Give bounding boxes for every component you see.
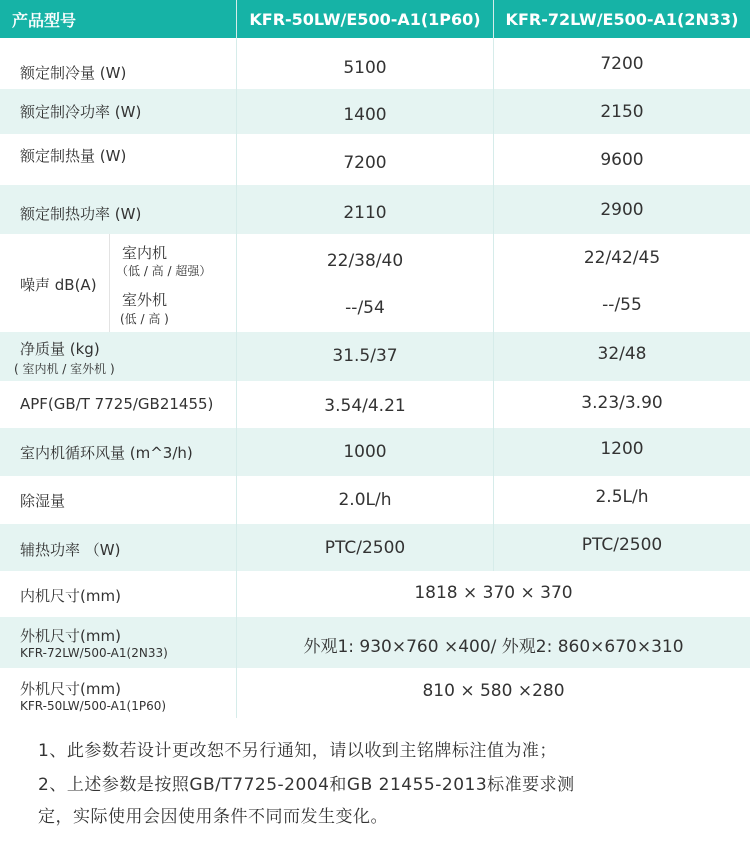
- row-outdoor-size-a: [0, 617, 750, 668]
- value-heating-2: 9600: [600, 150, 644, 170]
- row-aux-heat: [0, 524, 750, 571]
- value-weight-2: 32/48: [597, 344, 647, 364]
- value-apf-1: 3.54/4.21: [324, 396, 406, 416]
- row-indoor-size: [0, 571, 750, 617]
- note-2: 2、上述参数是按照GB/T7725-2004和GB 21455-2013标准要求测: [38, 775, 575, 795]
- value-aux-heat-2: PTC/2500: [581, 535, 663, 555]
- label-noise-outdoor: 室外机: [122, 291, 168, 309]
- value-cooling-power-1: 1400: [343, 105, 387, 125]
- value-outdoor-size-b: 810 × 580 ×280: [422, 681, 565, 701]
- row-heating: [0, 134, 750, 185]
- value-indoor-size: 1818 × 370 × 370: [414, 583, 573, 603]
- header-model-1: KFR-50LW/E500-A1(1P60): [237, 0, 493, 38]
- value-airflow-1: 1000: [343, 442, 387, 462]
- column-divider-span: [236, 571, 237, 718]
- sub-outdoor-size-b: KFR-50LW/500-A1(1P60): [20, 699, 167, 713]
- label-noise-indoor: 室内机: [122, 244, 168, 262]
- header-model-2: KFR-72LW/E500-A1(2N33): [494, 0, 750, 38]
- value-aux-heat-1: PTC/2500: [324, 538, 406, 558]
- label-weight: 净质量 (kg): [20, 340, 100, 358]
- row-cooling: [0, 38, 750, 89]
- sub-noise-outdoor: (低 / 高 ): [120, 312, 169, 326]
- row-noise: [0, 234, 750, 332]
- row-airflow: [0, 428, 750, 476]
- sub-outdoor-size-a: KFR-72LW/500-A1(2N33): [20, 646, 168, 660]
- value-cooling-power-2: 2150: [600, 102, 644, 122]
- label-noise: 噪声 dB(A): [20, 276, 97, 294]
- label-dehumid: 除湿量: [20, 492, 66, 510]
- label-outdoor-size-a: 外机尺寸(mm): [20, 627, 121, 645]
- value-cooling-2: 7200: [600, 54, 644, 74]
- row-cooling-power: [0, 89, 750, 134]
- label-outdoor-size-b: 外机尺寸(mm): [20, 680, 121, 698]
- value-apf-2: 3.23/3.90: [581, 393, 663, 413]
- value-heating-power-2: 2900: [600, 200, 644, 220]
- row-dehumid: [0, 476, 750, 524]
- label-airflow: 室内机循环风量 (m^3/h): [20, 444, 193, 462]
- label-cooling: 额定制冷量 (W): [20, 64, 127, 82]
- label-heating: 额定制热量 (W): [20, 147, 127, 165]
- value-heating-power-1: 2110: [343, 203, 387, 223]
- row-outdoor-size-b: [0, 668, 750, 718]
- label-apf: APF(GB/T 7725/GB21455): [20, 395, 214, 413]
- value-noise-outdoor-1: --/54: [345, 298, 385, 318]
- value-heating-1: 7200: [343, 153, 387, 173]
- row-weight: [0, 332, 750, 381]
- value-airflow-2: 1200: [600, 439, 644, 459]
- row-apf: [0, 381, 750, 428]
- value-dehumid-1: 2.0L/h: [338, 490, 392, 510]
- note-3: 定，实际使用会因使用条件不同而发生变化。: [38, 807, 388, 827]
- value-cooling-1: 5100: [343, 58, 387, 78]
- value-dehumid-2: 2.5L/h: [595, 487, 649, 507]
- value-outdoor-size-a: 外观1: 930×760 ×400/ 外观2: 860×670×310: [303, 637, 684, 657]
- note-1: 1、此参数若设计更改恕不另行通知，请以收到主铭牌标注值为准；: [38, 741, 557, 761]
- column-divider-1: [236, 0, 237, 571]
- value-noise-indoor-1: 22/38/40: [326, 251, 404, 271]
- value-noise-indoor-2: 22/42/45: [583, 248, 661, 268]
- sub-noise-indoor: （低 / 高 / 超强）: [116, 264, 212, 278]
- label-indoor-size: 内机尺寸(mm): [20, 587, 121, 605]
- row-heating-power: [0, 185, 750, 234]
- value-noise-outdoor-2: --/55: [602, 295, 642, 315]
- label-heating-power: 额定制热功率 (W): [20, 205, 142, 223]
- label-aux-heat: 辅热功率 （W): [20, 541, 121, 559]
- value-weight-1: 31.5/37: [332, 346, 398, 366]
- column-divider-2: [493, 0, 494, 571]
- label-cooling-power: 额定制冷功率 (W): [20, 103, 142, 121]
- noise-sub-divider: [109, 234, 110, 332]
- sub-weight: ( 室内机 / 室外机 ): [14, 362, 115, 376]
- header-product-model: 产品型号: [0, 0, 236, 38]
